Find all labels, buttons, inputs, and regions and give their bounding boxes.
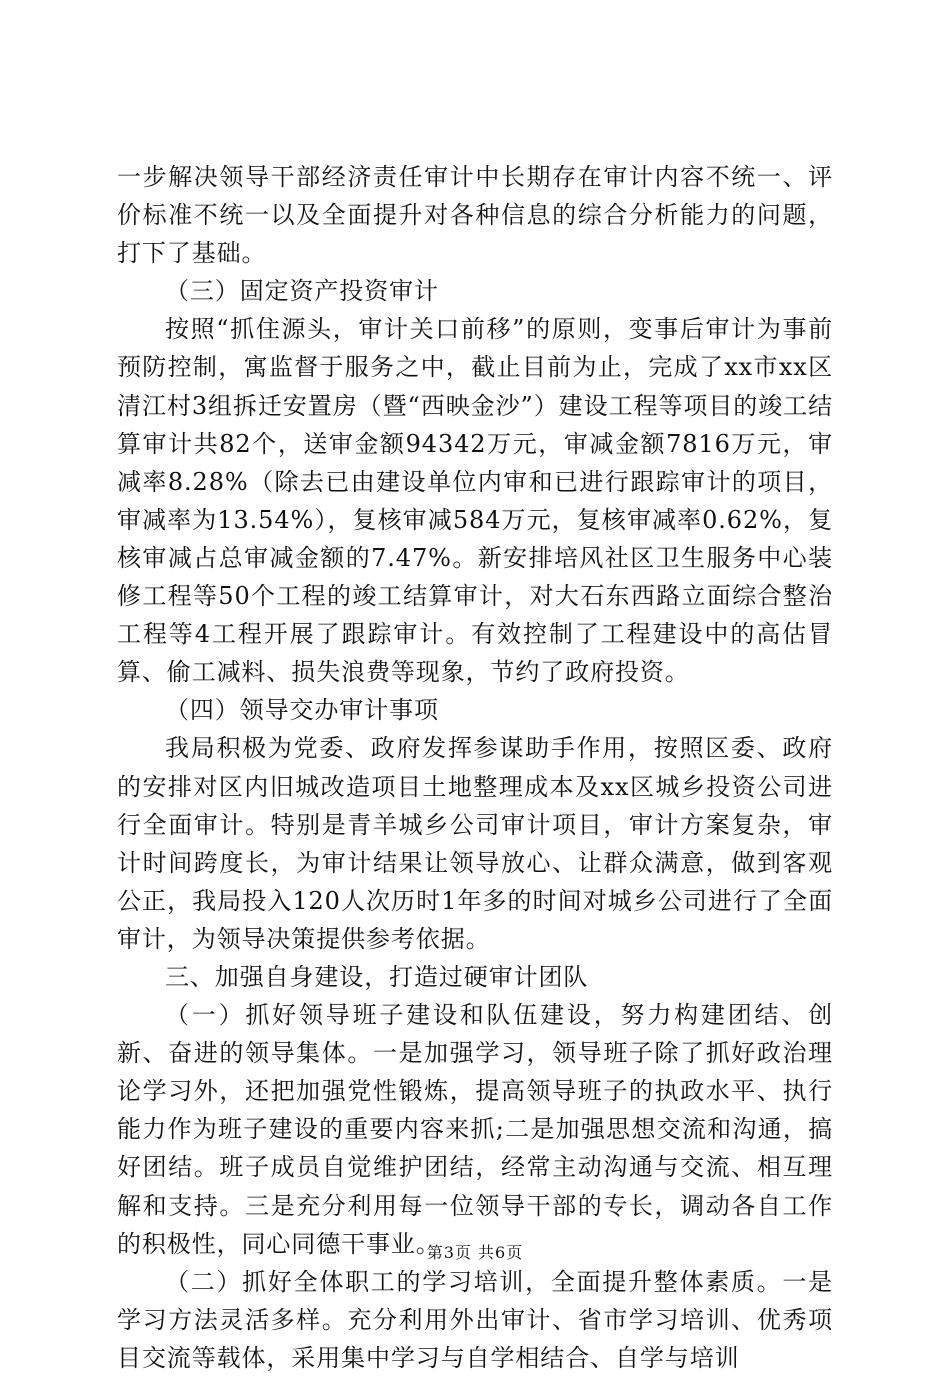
section-heading-leader-assigned-audit: （四）领导交办审计事项	[165, 696, 439, 725]
page-footer: 第3页 共6页	[426, 1243, 524, 1262]
paragraph-staff-training: （二）抓好全体职工的学习培训，全面提升整体素质。一是学习方法灵活多样。充分利用外出审计、省市学习培训、优秀项目交流等载体，采用集中学习与自学相结合、自学与培训	[117, 1267, 833, 1372]
section-heading-self-building: 三、加强自身建设，打造过硬审计团队	[165, 962, 589, 991]
paragraph-continued: 一步解决领导干部经济责任审计中长期存在审计内容不统一、评价标准不统一以及全面提升对各种信息的综合分析能力的问题，打下了基础。	[117, 163, 833, 268]
document-body	[117, 158, 833, 1377]
paragraph-leader-assigned-audit: 我局积极为党委、政府发挥参谋助手作用，按照区委、政府的安排对区内旧城改造项目土地整理成本及xx区城乡投资公司进行全面审计。特别是青羊城乡公司审计项目，审计方案复杂，审计时间跨度长，为审计结果让领导放心、让群众满意，做到客观公正，我局投入120人次历时1年多的时间对城乡公司进行了全面审计，为领导决策提供参考依据。	[117, 734, 833, 953]
paragraph-fixed-asset-audit: 按照“抓住源头，审计关口前移”的原则，变事后审计为事前预防控制，寓监督于服务之中，截止目前为止，完成了xx市xx区清江村3组拆迁安置房（暨“西映金沙”）建设工程等项目的竣工结算审计共82个，送审金额94342万元，审减金额7816万元，审减率8.28%（除去已由建设单位内审和已进行跟踪审计的项目，审减率为13.54%），复核审减584万元，复核审减率0.62%，复核审减占总审减金额的7.47%。新安排培风社区卫生服务中心装修工程等50个工程的竣工结算审计，对大石东西路立面综合整治工程等4工程开展了跟踪审计。有效控制了工程建设中的高估冒算、偷工减料、损失浪费等现象，节约了政府投资。	[117, 315, 833, 687]
paragraph-leadership-team: （一）抓好领导班子建设和队伍建设，努力构建团结、创新、奋进的领导集体。一是加强学习，领导班子除了抓好政治理论学习外，还把加强党性锻炼，提高领导班子的执政水平、执行能力作为班子建设的重要内容来抓;二是加强思想交流和沟通，搞好团结。班子成员自觉维护团结，经常主动沟通与交流、相互理解和支持。三是充分利用每一位领导干部的专长，调动各自工作的积极性，同心同德干事业。	[117, 1001, 833, 1258]
section-heading-fixed-asset-audit: （三）固定资产投资审计	[165, 277, 439, 306]
